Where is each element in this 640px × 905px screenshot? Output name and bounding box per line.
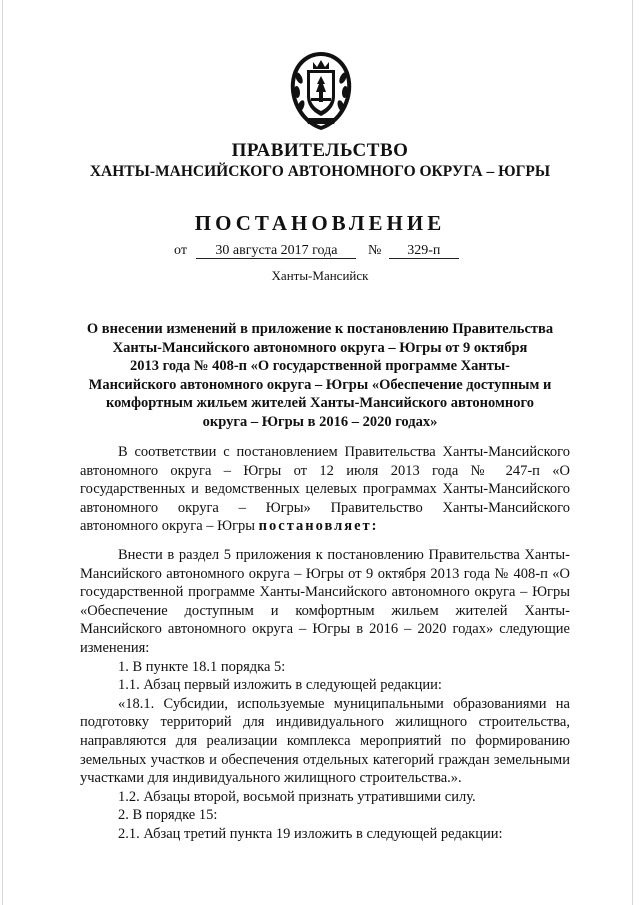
preamble	[80, 443, 570, 536]
body-paragraph: 2.1. Абзац третий пункта 19 изложить в следующей редакции:	[118, 825, 503, 842]
city-name: Ханты-Мансийск	[271, 268, 369, 283]
scan-edge-right	[632, 0, 633, 905]
coat-of-arms-icon	[287, 48, 355, 134]
body-paragraph: «18.1. Субсидии, используемые муниципальными образованиями на подготовку территорий для индивидуального жилищного строительства, направляются для реализации комплекса мероприятий по формированию земельных участков и обеспечения отдельных категорий граждан земельными участками для индивидуального жилищного строительства.».	[80, 695, 570, 787]
document-date: 30 августа 2017 года	[196, 243, 356, 259]
number-prefix: №	[367, 243, 382, 258]
scan-edge-left	[2, 0, 3, 905]
date-number-line	[174, 243, 459, 259]
decree-word: постановляет:	[258, 518, 379, 535]
preamble-paragraph	[80, 443, 570, 536]
government-subtitle: ХАНТЫ-МАНСИЙСКОГО АВТОНОМНОГО ОКРУГА – ЮГРЫ	[89, 163, 551, 180]
body-paragraph: 2. В порядке 15:	[118, 807, 218, 824]
government-title: ПРАВИТЕЛЬСТВО	[231, 140, 409, 161]
heading-line: комфортным жильем жителей Ханты-Мансийского автономного	[106, 395, 534, 412]
decree-body	[80, 546, 570, 844]
document-type-title: ПОСТАНОВЛЕНИЕ	[194, 211, 446, 235]
body-paragraph: 1.1. Абзац первый изложить в следующей редакции:	[118, 677, 442, 694]
body-paragraph: 1.2. Абзацы второй, восьмой признать утратившими силу.	[118, 788, 476, 805]
body-paragraph: Внести в раздел 5 приложения к постановлению Правительства Ханты-Мансийского автономного округа – Югры от 9 октября 2013 года № 408-п «О государственной программе Ханты-Мансийского автономного округа – Югры «Обеспечение доступным и комфортным жильем жителей Ханты-Мансийского автономного округа – Югры в 2016 – 2020 годах» следующие изменения:	[80, 547, 570, 656]
heading-line: Ханты-Мансийского автономного округа – Югры от 9 октября	[112, 339, 528, 356]
heading-line: округа – Югры в 2016 – 2020 годах»	[202, 413, 438, 430]
heading-line: О внесении изменений в приложение к постановлению Правительства	[86, 321, 554, 337]
date-prefix: от	[174, 243, 187, 258]
heading-line: 2013 года № 408-п «О государственной программе Ханты-	[130, 358, 510, 375]
document-number: 329-п	[389, 243, 459, 259]
body-paragraph: 1. В пункте 18.1 порядка 5:	[118, 658, 286, 675]
document-heading	[78, 320, 562, 432]
preamble-text: В соответствии с постановлением Правительства Ханты-Мансийского автономного округа – Югры от 12 июля 2013 года № 247-п «О государственных и ведомственных целевых программах Ханты-Мансийского автономного округа – Югры» Правительство Ханты-Мансийского автономного округа – Югры	[80, 444, 570, 535]
heading-line: Мансийского автономного округа – Югры «Обеспечение доступным и	[88, 376, 552, 393]
